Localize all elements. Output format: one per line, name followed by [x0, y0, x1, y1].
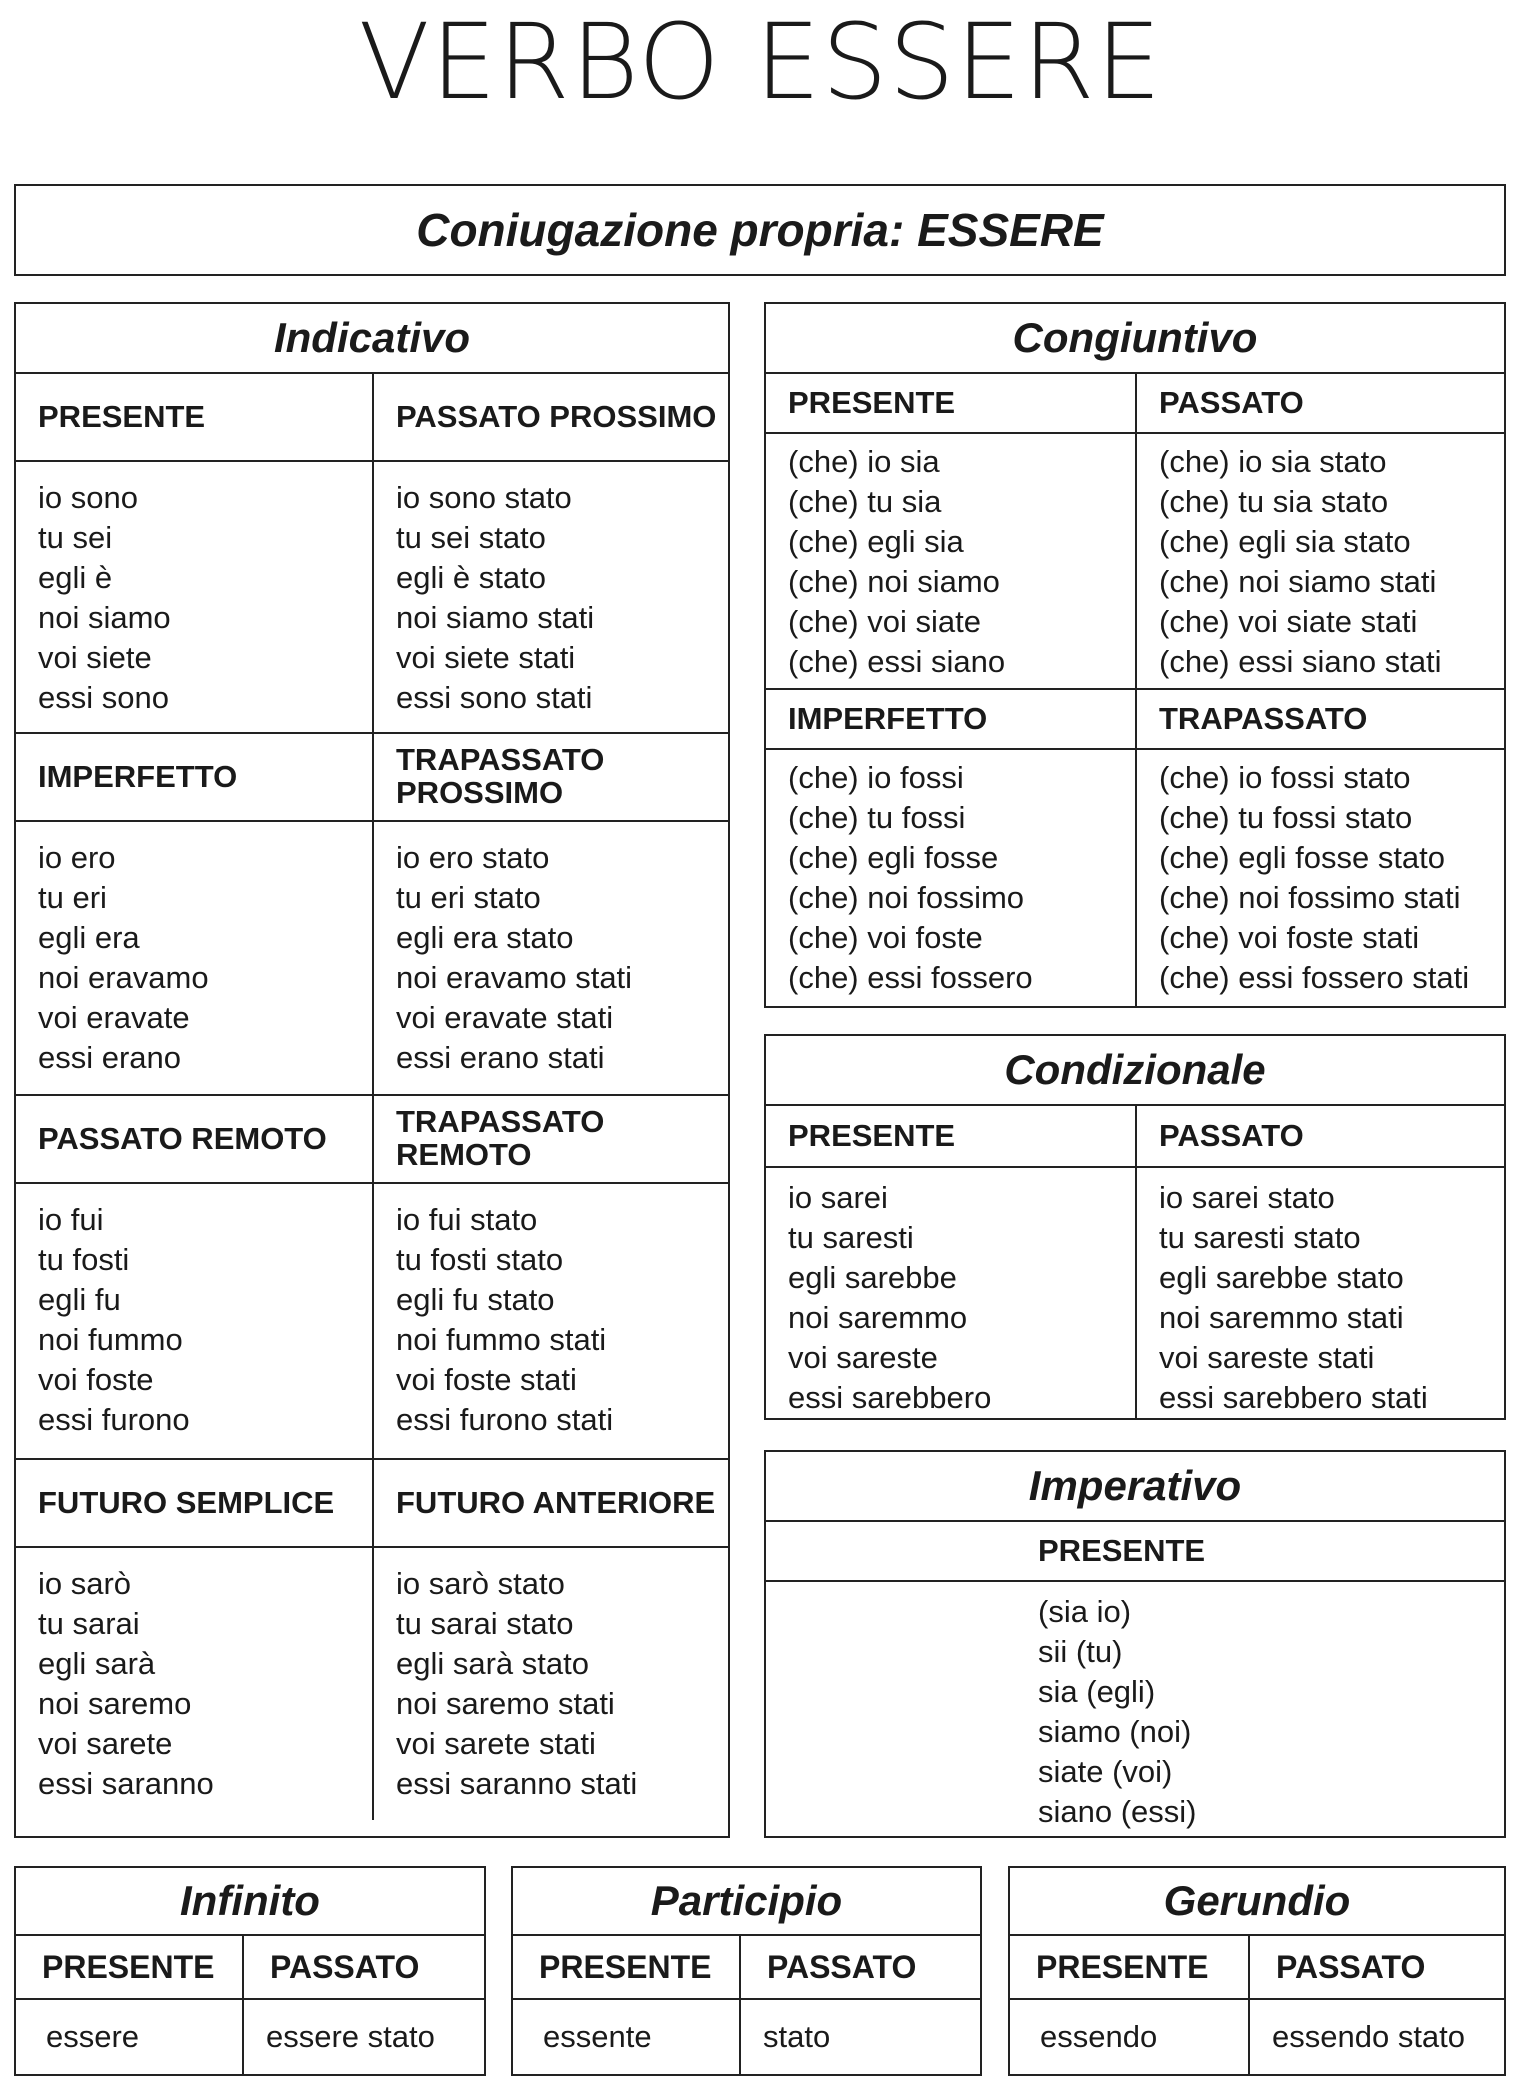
conjugated-form: voi sarete stati [396, 1726, 596, 1761]
infinito-table [14, 1866, 486, 2076]
conjugated-form: tu sarai [38, 1606, 140, 1641]
conjugated-form: siano (essi) [1038, 1794, 1197, 1829]
conjugated-form: voi eravate stati [396, 1000, 614, 1035]
conjugated-form: (che) essi fossero [788, 960, 1033, 995]
indicativo-tense-header: PRESENTE [16, 374, 372, 462]
imperativo-forms [766, 1582, 1504, 1832]
indicativo-tense-header: FUTURO SEMPLICE [16, 1460, 372, 1548]
conjugated-form: noi saremo [38, 1686, 192, 1721]
condizionale-passato-forms [1135, 1168, 1504, 1418]
conjugated-form: (che) voi foste [788, 920, 983, 955]
conjugated-form: (che) io fossi [788, 760, 964, 795]
conjugated-form: voi siete [38, 640, 152, 675]
indicativo-forms [16, 822, 372, 1096]
congiuntivo-grid [766, 374, 1504, 1006]
conjugated-form: egli fu [38, 1282, 121, 1317]
conjugated-form: tu eri [38, 880, 107, 915]
conjugated-form: (che) egli sia stato [1159, 524, 1411, 559]
conjugated-form: io ero stato [396, 840, 550, 875]
conjugated-form: (che) tu sia [788, 484, 942, 519]
conjugated-form: siate (voi) [1038, 1754, 1173, 1789]
conjugated-form: io sono stato [396, 480, 572, 515]
conjugated-form: egli sarebbe [788, 1260, 957, 1295]
conjugated-form: voi sareste [788, 1340, 938, 1375]
conjugated-form: noi saremmo [788, 1300, 968, 1335]
conjugated-form: sia (egli) [1038, 1674, 1156, 1709]
conjugated-form: essi sono stati [396, 680, 593, 715]
indicativo-tense-header: TRAPASSATO REMOTO [372, 1096, 728, 1184]
infinito-presente-value: essere [46, 2019, 140, 2054]
conjugated-form: io sarei [788, 1180, 888, 1215]
imperativo-presente-header: PRESENTE [766, 1522, 1504, 1582]
infinito-passato-header: PASSATO [242, 1936, 484, 2000]
indicativo-grid [16, 374, 728, 1820]
conjugated-form: siamo (noi) [1038, 1714, 1192, 1749]
conjugated-form: tu sei [38, 520, 113, 555]
conjugated-form: egli fu stato [396, 1282, 555, 1317]
conjugated-form: noi fummo stati [396, 1322, 607, 1357]
conjugated-form: voi eravate [38, 1000, 190, 1035]
participio-presente-header: PRESENTE [513, 1936, 739, 2000]
conjugated-form: tu fosti [38, 1242, 130, 1277]
conjugated-form: tu saresti [788, 1220, 914, 1255]
indicativo-tense-header: PASSATO PROSSIMO [372, 374, 728, 462]
congiuntivo-tense-header: PASSATO [1135, 374, 1504, 434]
conjugated-form: (che) noi fossimo [788, 880, 1025, 915]
conjugated-form: tu eri stato [396, 880, 541, 915]
indicativo-forms [372, 1184, 728, 1460]
conjugated-form: noi siamo stati [396, 600, 595, 635]
conjugated-form: essi sono [38, 680, 169, 715]
conjugated-form: voi foste stati [396, 1362, 577, 1397]
conjugated-form: essi saranno [38, 1766, 214, 1801]
congiuntivo-title: Congiuntivo [766, 304, 1504, 374]
participio-passato-value: stato [739, 2000, 980, 2074]
conjugated-form: (che) essi fossero stati [1159, 960, 1470, 995]
congiuntivo-forms [766, 750, 1135, 1006]
conjugated-form: io fui [38, 1202, 104, 1237]
indicativo-tense-header: FUTURO ANTERIORE [372, 1460, 728, 1548]
conjugated-form: egli sarà [38, 1646, 156, 1681]
congiuntivo-tense-header: PRESENTE [766, 374, 1135, 434]
conjugated-form: (che) noi fossimo stati [1159, 880, 1461, 915]
imperativo-title: Imperativo [766, 1452, 1504, 1522]
participio-presente-value: essente [543, 2019, 652, 2054]
participio-passato-header: PASSATO [739, 1936, 980, 2000]
page-title: VERBO ESSERE [358, 1, 1163, 123]
conjugated-form: essi sarebbero [788, 1380, 992, 1415]
conjugated-form: egli è [38, 560, 113, 595]
condizionale-presente-forms [766, 1168, 1135, 1418]
conjugated-form: io sono [38, 480, 138, 515]
conjugated-form: (che) tu fossi [788, 800, 966, 835]
conjugated-form: noi saremo stati [396, 1686, 615, 1721]
conjugated-form: (che) egli sia [788, 524, 964, 559]
indicativo-tense-header: TRAPASSATO PROSSIMO [372, 734, 728, 822]
participio-title: Participio [513, 1868, 980, 1936]
condizionale-table [764, 1034, 1506, 1420]
conjugated-form: essi saranno stati [396, 1766, 638, 1801]
conjugated-form: io sarò [38, 1566, 132, 1601]
conjugated-form: egli era [38, 920, 140, 955]
condizionale-passato-header: PASSATO [1135, 1106, 1504, 1168]
conjugated-form: essi erano stati [396, 1040, 605, 1075]
conjugated-form: noi fummo [38, 1322, 183, 1357]
conjugated-form: (che) io sia stato [1159, 444, 1387, 479]
subtitle-box [14, 184, 1506, 276]
conjugated-form: egli è stato [396, 560, 546, 595]
conjugated-form: (che) voi siate stati [1159, 604, 1418, 639]
congiuntivo-forms [1135, 434, 1504, 690]
gerundio-passato-value: essendo stato [1248, 2000, 1504, 2074]
congiuntivo-forms [1135, 750, 1504, 1006]
conjugated-form: (che) io fossi stato [1159, 760, 1411, 795]
subtitle: Coniugazione propria: ESSERE [416, 204, 1104, 256]
congiuntivo-tense-header: TRAPASSATO [1135, 690, 1504, 750]
congiuntivo-table [764, 302, 1506, 1008]
conjugated-form: egli sarà stato [396, 1646, 589, 1681]
indicativo-forms [16, 1184, 372, 1460]
gerundio-table [1008, 1866, 1506, 2076]
conjugated-form: io sarò stato [396, 1566, 565, 1601]
imperativo-table [764, 1450, 1506, 1838]
conjugated-form: tu sarai stato [396, 1606, 574, 1641]
conjugated-form: voi sarete [38, 1726, 173, 1761]
conjugated-form: (che) essi siano [788, 644, 1006, 679]
conjugated-form: essi sarebbero stati [1159, 1380, 1428, 1415]
conjugated-form: (che) egli fosse [788, 840, 999, 875]
conjugated-form: tu fosti stato [396, 1242, 564, 1277]
gerundio-passato-header: PASSATO [1248, 1936, 1504, 2000]
conjugated-form: io ero [38, 840, 116, 875]
conjugated-form: (che) voi siate [788, 604, 981, 639]
indicativo-tense-header: PASSATO REMOTO [16, 1096, 372, 1184]
conjugated-form: io fui stato [396, 1202, 538, 1237]
indicativo-forms [16, 1548, 372, 1820]
gerundio-presente-header: PRESENTE [1010, 1936, 1248, 2000]
conjugated-form: voi siete stati [396, 640, 576, 675]
infinito-passato-value: essere stato [242, 2000, 484, 2074]
conjugated-form: noi siamo [38, 600, 171, 635]
conjugated-form: voi foste [38, 1362, 154, 1397]
indicativo-table [14, 302, 730, 1838]
participio-table [511, 1866, 982, 2076]
infinito-title: Infinito [16, 1868, 484, 1936]
conjugated-form: (che) noi siamo [788, 564, 1000, 599]
conjugated-form: (che) tu fossi stato [1159, 800, 1413, 835]
indicativo-forms [372, 462, 728, 734]
conjugated-form: essi furono stati [396, 1402, 614, 1437]
conjugated-form: essi furono [38, 1402, 190, 1437]
conjugated-form: voi sareste stati [1159, 1340, 1375, 1375]
conjugated-form: noi saremmo stati [1159, 1300, 1404, 1335]
indicativo-tense-header: IMPERFETTO [16, 734, 372, 822]
congiuntivo-tense-header: IMPERFETTO [766, 690, 1135, 750]
conjugated-form: (sia io) [1038, 1594, 1132, 1629]
conjugated-form: sii (tu) [1038, 1634, 1123, 1669]
conjugated-form: egli sarebbe stato [1159, 1260, 1404, 1295]
conjugated-form: tu sei stato [396, 520, 546, 555]
congiuntivo-forms [766, 434, 1135, 690]
conjugated-form: (che) tu sia stato [1159, 484, 1389, 519]
condizionale-grid [766, 1106, 1504, 1418]
condizionale-presente-header: PRESENTE [766, 1106, 1135, 1168]
infinito-presente-header: PRESENTE [16, 1936, 242, 2000]
indicativo-forms [16, 462, 372, 734]
condizionale-title: Condizionale [766, 1036, 1504, 1106]
conjugated-form: (che) noi siamo stati [1159, 564, 1437, 599]
indicativo-title: Indicativo [16, 304, 728, 374]
conjugated-form: tu saresti stato [1159, 1220, 1361, 1255]
conjugated-form: (che) voi foste stati [1159, 920, 1420, 955]
conjugated-form: (che) egli fosse stato [1159, 840, 1446, 875]
conjugated-form: io sarei stato [1159, 1180, 1335, 1215]
indicativo-forms [372, 822, 728, 1096]
conjugated-form: noi eravamo [38, 960, 209, 995]
indicativo-forms [372, 1548, 728, 1820]
gerundio-presente-value: essendo [1040, 2019, 1158, 2054]
gerundio-title: Gerundio [1010, 1868, 1504, 1936]
conjugated-form: (che) io sia [788, 444, 940, 479]
conjugated-form: egli era stato [396, 920, 574, 955]
conjugated-form: noi eravamo stati [396, 960, 633, 995]
conjugated-form: (che) essi siano stati [1159, 644, 1442, 679]
conjugated-form: essi erano [38, 1040, 182, 1075]
